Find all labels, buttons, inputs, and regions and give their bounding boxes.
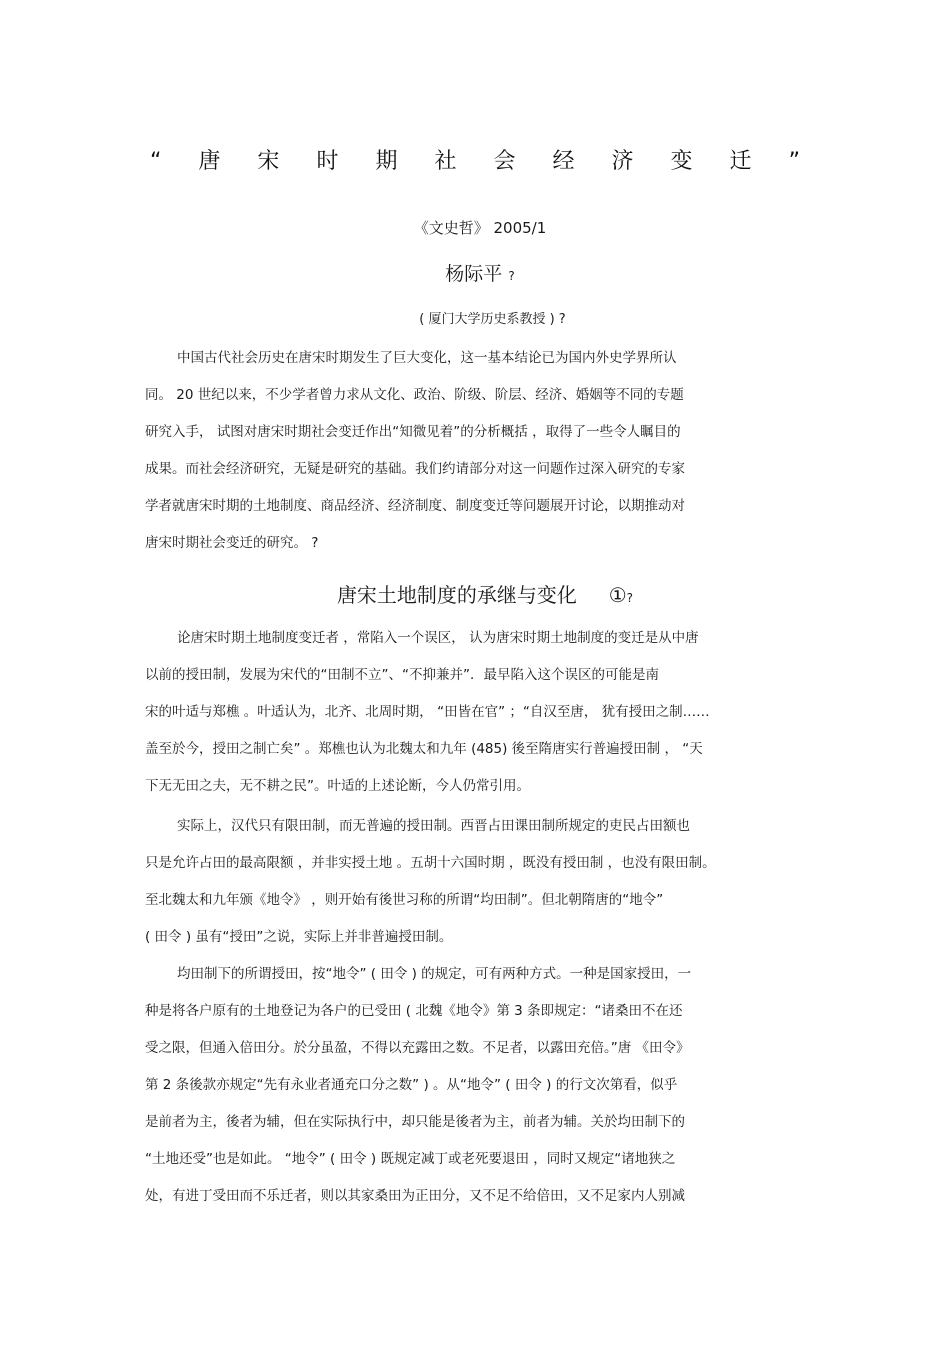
title-char: “ [150,149,162,174]
text-line: 处，有进丁受田而不乐迁者，则以其家桑田为正田分，又不足不给倍田，又不足家内人别减 [145,1188,685,1204]
text-line: 第 2 条後款亦规定“先有永业者通充口分之数” ) 。从“地令” ( 田令 ) 的行文次第看，似乎 [145,1077,678,1093]
paragraph-1 [145,620,805,805]
author-mark: ? [508,269,515,283]
text-line: “土地还受”也是如此。 “地令” ( 田令 ) 既规定减丁或老死要退田 ，同时又规定“诸地狭之 [145,1151,676,1167]
text-line: 唐宋时期社会变迁的研究。 ? [145,535,319,551]
title-char: 社 [434,149,457,174]
title-char: 迁 [729,149,752,174]
paragraph-2 [145,808,805,956]
text-line: 种是将各户原有的土地登记为各户的已受田 ( 北魏《地令》第 3 条即规定：“诸桑田不在还 [145,1003,683,1019]
title-char: 济 [611,149,634,174]
text-line: 下无无田之夫，无不耕之民”。叶适的上述论断，今人仍常引用。 [145,778,530,794]
intro-paragraph [145,340,805,562]
text-line: 成果。而社会经济研究，无疑是研究的基础。我们约请部分对这一问题作过深入研究的专家 [145,461,685,477]
title-char: 会 [493,149,516,174]
text-line: 受之限，但通入倍田分。於分虽盈，不得以充露田之数。不足者，以露田充倍。”唐 《田令》 [145,1040,690,1056]
author-name: 杨际平 [445,263,503,285]
text-line: 同。 20 世纪以来，不少学者曾力求从文化、政治、阶级、阶层、经济、婚姻等不同的专题 [145,387,684,403]
title-char: 时 [316,149,339,174]
title-char: 经 [552,149,575,174]
text-line: 是前者为主，後者为辅，但在实际执行中，却只能是後者为主，前者为辅。关於均田制下的 [145,1114,685,1130]
footnote-marker: ① [608,583,627,607]
text-line: 学者就唐宋时期的土地制度、商品经济、经济制度、制度变迁等问题展开讨论，以期推动对 [145,498,685,514]
section-heading-text: 唐宋土地制度的承继与变化 [336,583,577,607]
title-char: 变 [670,149,693,174]
text-line: 研究入手， 试图对唐宋时期社会变迁作出“知微见着”的分析概括 ，取得了一些令人瞩目的 [145,424,681,440]
section-heading-tail: ? [626,591,634,605]
document-title [150,144,800,180]
title-char: 唐 [198,149,221,174]
author-affiliation: ( 厦门大学历史系教授 ) ? [419,312,566,327]
section-heading [0,579,950,614]
paragraph-3 [145,956,805,1215]
text-line: 盖至於今，授田之制亡矣” 。郑樵也认为北魏太和九年 (485) 後至隋唐实行普遍授田制 ， “天 [145,741,703,757]
text-line: 以前的授田制，发展为宋代的“田制不立”、“不抑兼并”．最早陷入这个误区的可能是南 [145,667,659,683]
text-line: 中国古代社会历史在唐宋时期发生了巨大变化，这一基本结论已为国内外史学界所认 [177,350,677,366]
title-char: ” [788,149,800,174]
text-line: 至北魏太和九年颁《地令》 ，则开始有後世习称的所谓“均田制”。但北朝隋唐的“地令” [145,892,664,908]
author-line [0,259,950,291]
text-line: ( 田令 ) 虽有“授田”之说，实际上并非普遍授田制。 [145,929,453,945]
publication-source: 《文史哲》 2005/1 [413,219,547,237]
text-line: 实际上，汉代只有限田制，而无普遍的授田制。西晋占田课田制所规定的吏民占田额也 [177,818,690,834]
title-char: 期 [375,149,398,174]
text-line: 只是允许占田的最高限额 ，并非实授土地 。五胡十六国时期 ，既没有授田制 ，也没有限田制。 [145,855,716,871]
text-line: 论唐宋时期土地制度变迁者 ，常陷入一个误区， 认为唐宋时期土地制度的变迁是从中唐 [177,630,699,646]
text-line: 均田制下的所谓授田，按“地令” ( 田令 ) 的规定，可有两种方式。一种是国家授田，一 [177,966,692,982]
title-char: 宋 [257,149,280,174]
text-line: 宋的叶适与郑樵 。叶适认为，北齐、北周时期， “田皆在官” ；“自汉至唐， 犹有授田之制…… [145,704,710,720]
